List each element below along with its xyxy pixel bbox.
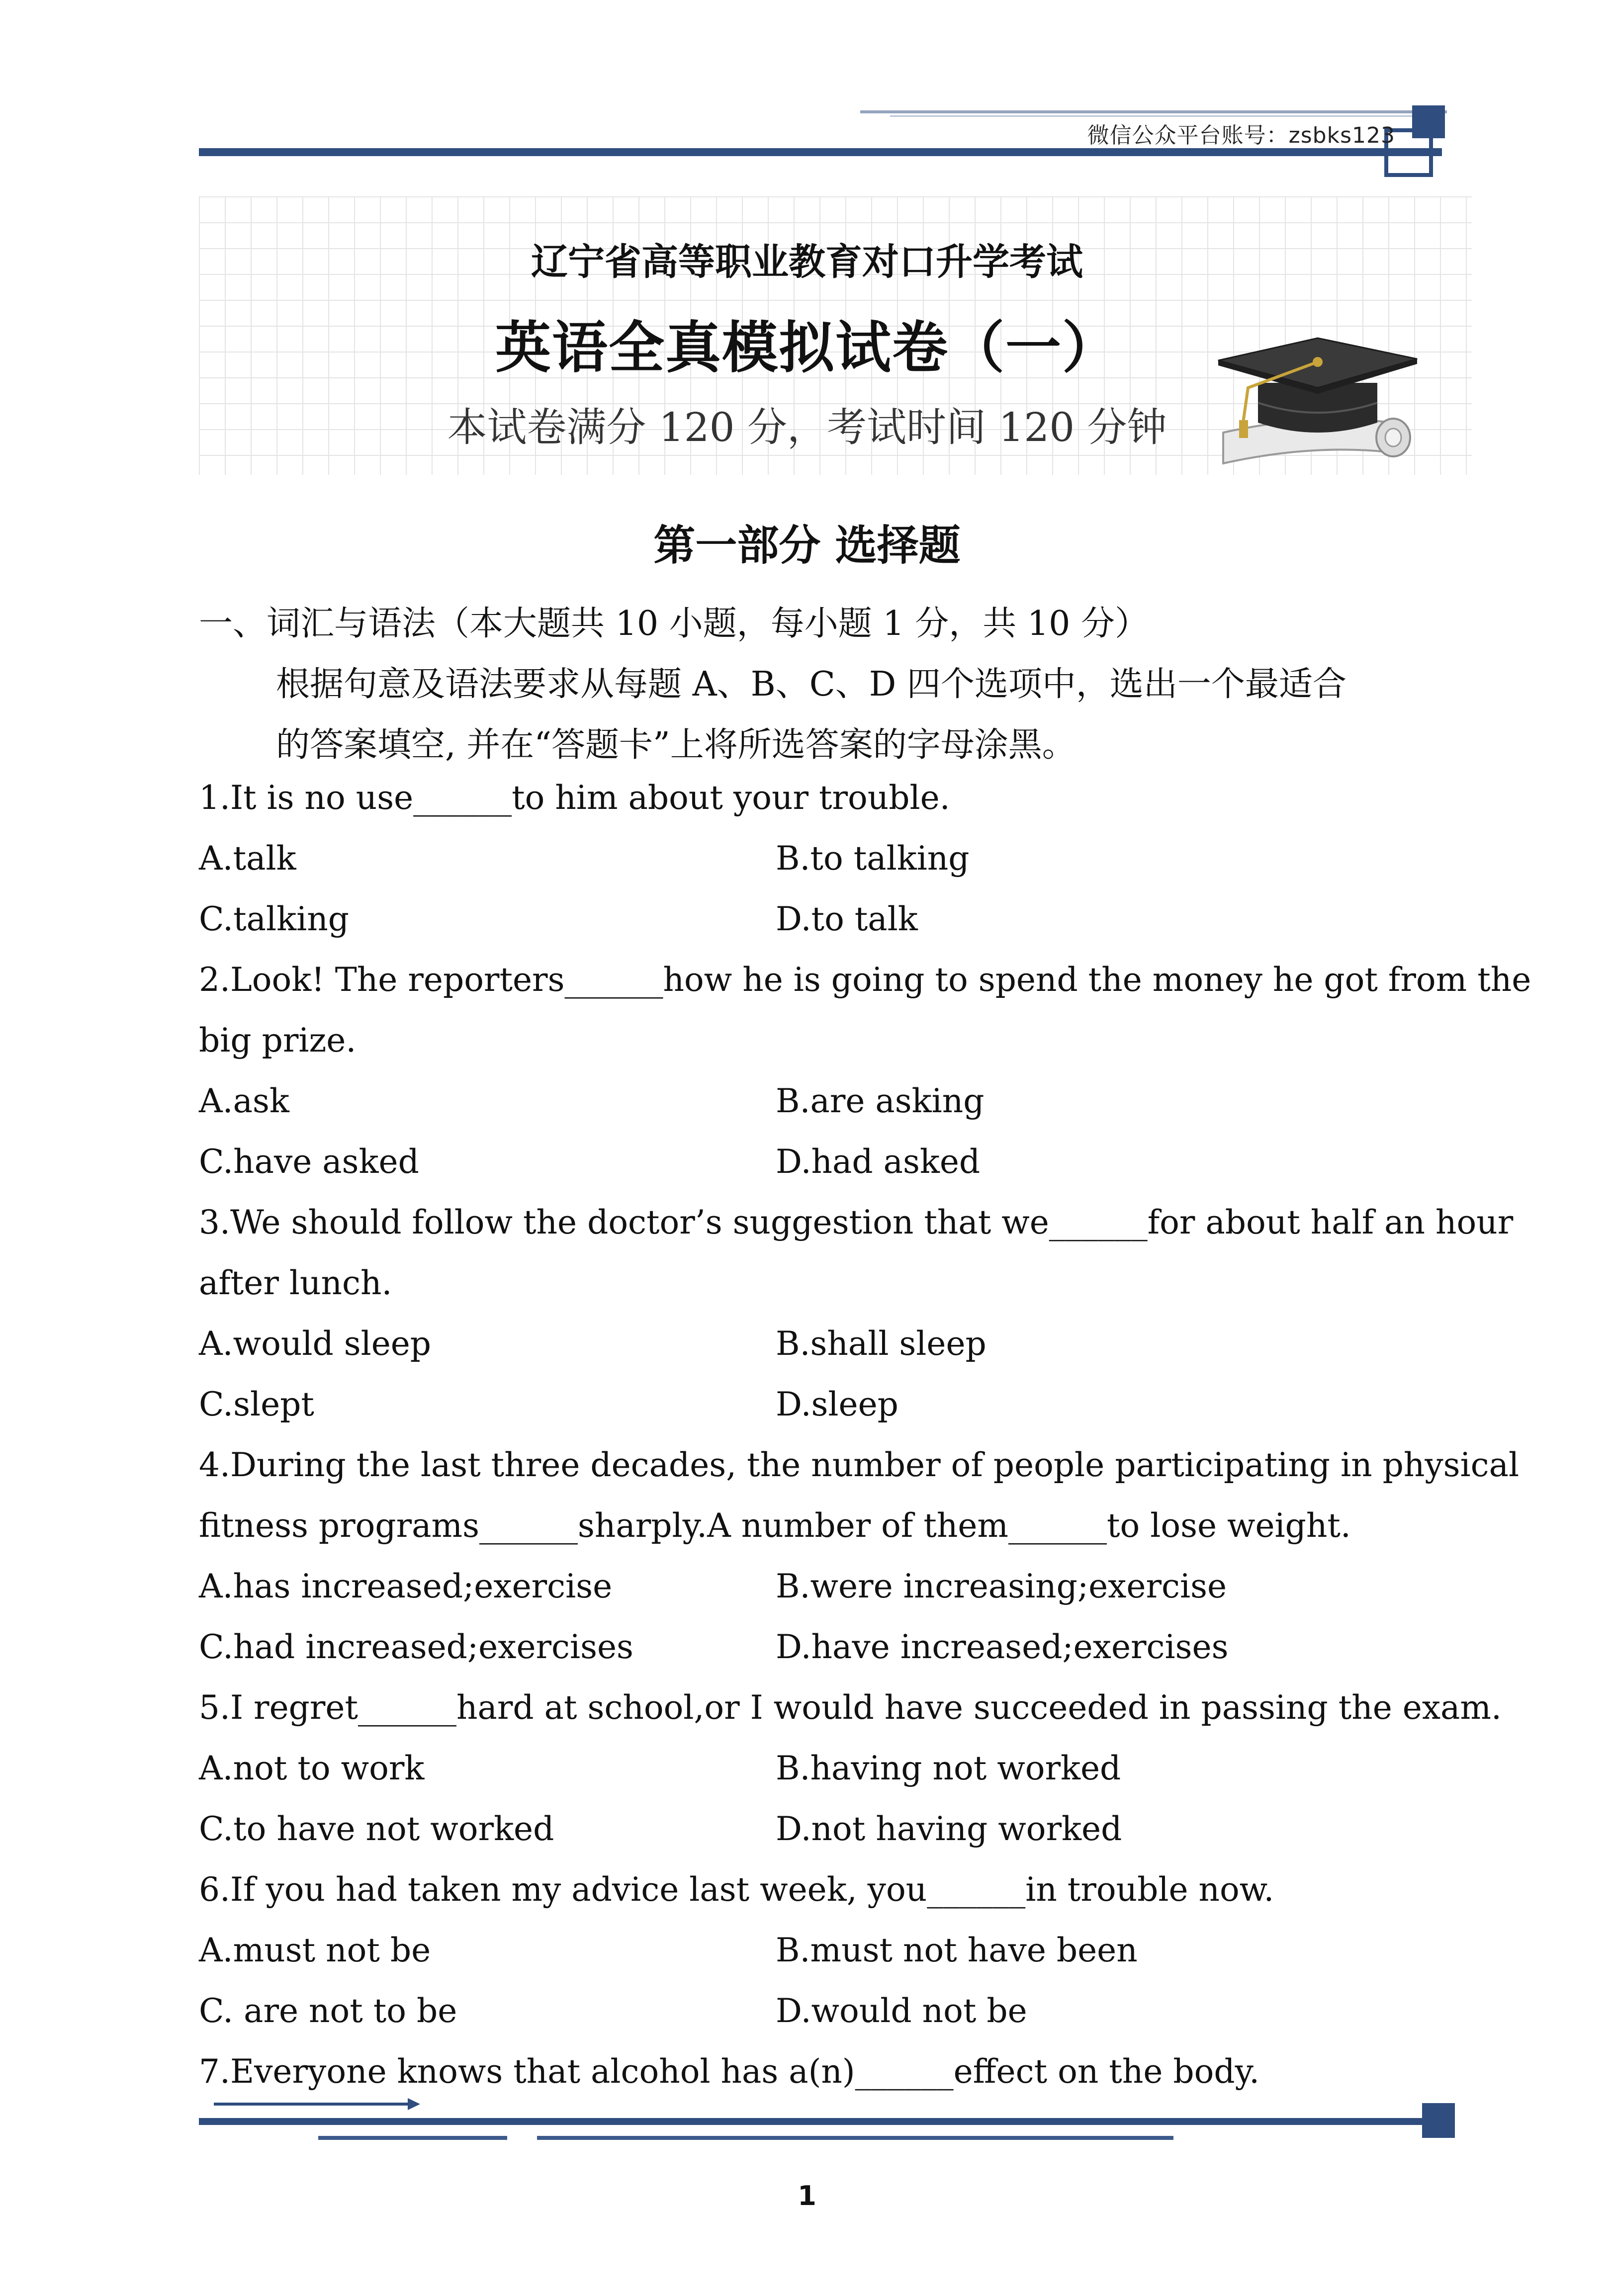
question-2-option-c: C.have asked (199, 1143, 419, 1181)
question-2-option-d: D.had asked (776, 1143, 981, 1181)
header-decoration (0, 0, 1614, 199)
question-1-stem: 1.It is no use______to him about your trouble. (199, 779, 950, 817)
footer-decoration (0, 2088, 1614, 2153)
question-6-stem: 6.If you had taken my advice last week, you______in trouble now. (199, 1870, 1274, 1909)
question-3-option-c: C.slept (199, 1385, 314, 1423)
question-1-option-b: B.to talking (776, 839, 970, 878)
part-heading: 一、词汇与语法（本大题共 10 小题，每小题 1 分，共 10 分） (199, 604, 1149, 643)
question-2-option-b: B.are asking (776, 1082, 985, 1120)
question-4-stem: 4.During the last three decades, the number of people participating in physical (199, 1446, 1520, 1484)
question-5-option-d: D.not having worked (776, 1810, 1122, 1848)
question-2-option-a: A.ask (199, 1082, 289, 1120)
question-3-option-a: A.would sleep (199, 1325, 432, 1363)
question-5-stem: 5.I regret______hard at school,or I would have succeeded in passing the exam. (199, 1688, 1502, 1727)
question-7-stem: 7.Everyone knows that alcohol has a(n)______effect on the body. (199, 2052, 1260, 2091)
question-4-stem-cont: fitness programs______sharply.A number of them______to lose weight. (199, 1506, 1351, 1545)
question-2-stem: 2.Look! The reporters______how he is going to spend the money he got from the (199, 961, 1531, 999)
instruction-line-2: 的答案填空, 并在“答题卡”上将所选答案的字母涂黑。 (276, 725, 1076, 765)
question-5-option-b: B.having not worked (776, 1749, 1121, 1787)
question-6-option-c: C. are not to be (199, 1992, 457, 2030)
question-5-option-c: C.to have not worked (199, 1810, 554, 1848)
question-3-stem-cont: after lunch. (199, 1264, 392, 1302)
section-title: 第一部分 选择题 (653, 521, 961, 570)
question-6-option-a: A.must not be (199, 1931, 431, 1969)
exam-name: 辽宁省高等职业教育对口升学考试 (531, 241, 1083, 283)
graduation-cap-diploma-icon (1213, 328, 1422, 477)
question-6-option-b: B.must not have been (776, 1931, 1138, 1969)
question-5-option-a: A.not to work (199, 1749, 425, 1787)
question-4-option-b: B.were increasing;exercise (776, 1567, 1227, 1605)
question-6-option-d: D.would not be (776, 1992, 1027, 2030)
question-1-option-c: C.talking (199, 900, 349, 938)
page-number: 1 (798, 2180, 816, 2211)
paper-title: 英语全真模拟试卷（一） (495, 315, 1119, 380)
instruction-line-1: 根据句意及语法要求从每题 A、B、C、D 四个选项中，选出一个最适合 (276, 665, 1346, 704)
question-1-option-a: A.talk (199, 839, 296, 878)
question-1-option-d: D.to talk (776, 900, 918, 938)
header-account: 微信公众平台账号：zsbks123 (1087, 123, 1395, 148)
question-4-option-c: C.had increased;exercises (199, 1628, 633, 1666)
question-2-stem-cont: big prize. (199, 1021, 357, 1060)
question-3-option-d: D.sleep (776, 1385, 898, 1423)
question-4-option-a: A.has increased;exercise (199, 1567, 613, 1605)
question-3-option-b: B.shall sleep (776, 1325, 986, 1363)
question-3-stem: 3.We should follow the doctor’s suggestion that we______for about half an hour (199, 1203, 1514, 1241)
question-4-option-d: D.have increased;exercises (776, 1628, 1229, 1666)
exam-info: 本试卷满分 120 分，考试时间 120 分钟 (447, 404, 1167, 450)
